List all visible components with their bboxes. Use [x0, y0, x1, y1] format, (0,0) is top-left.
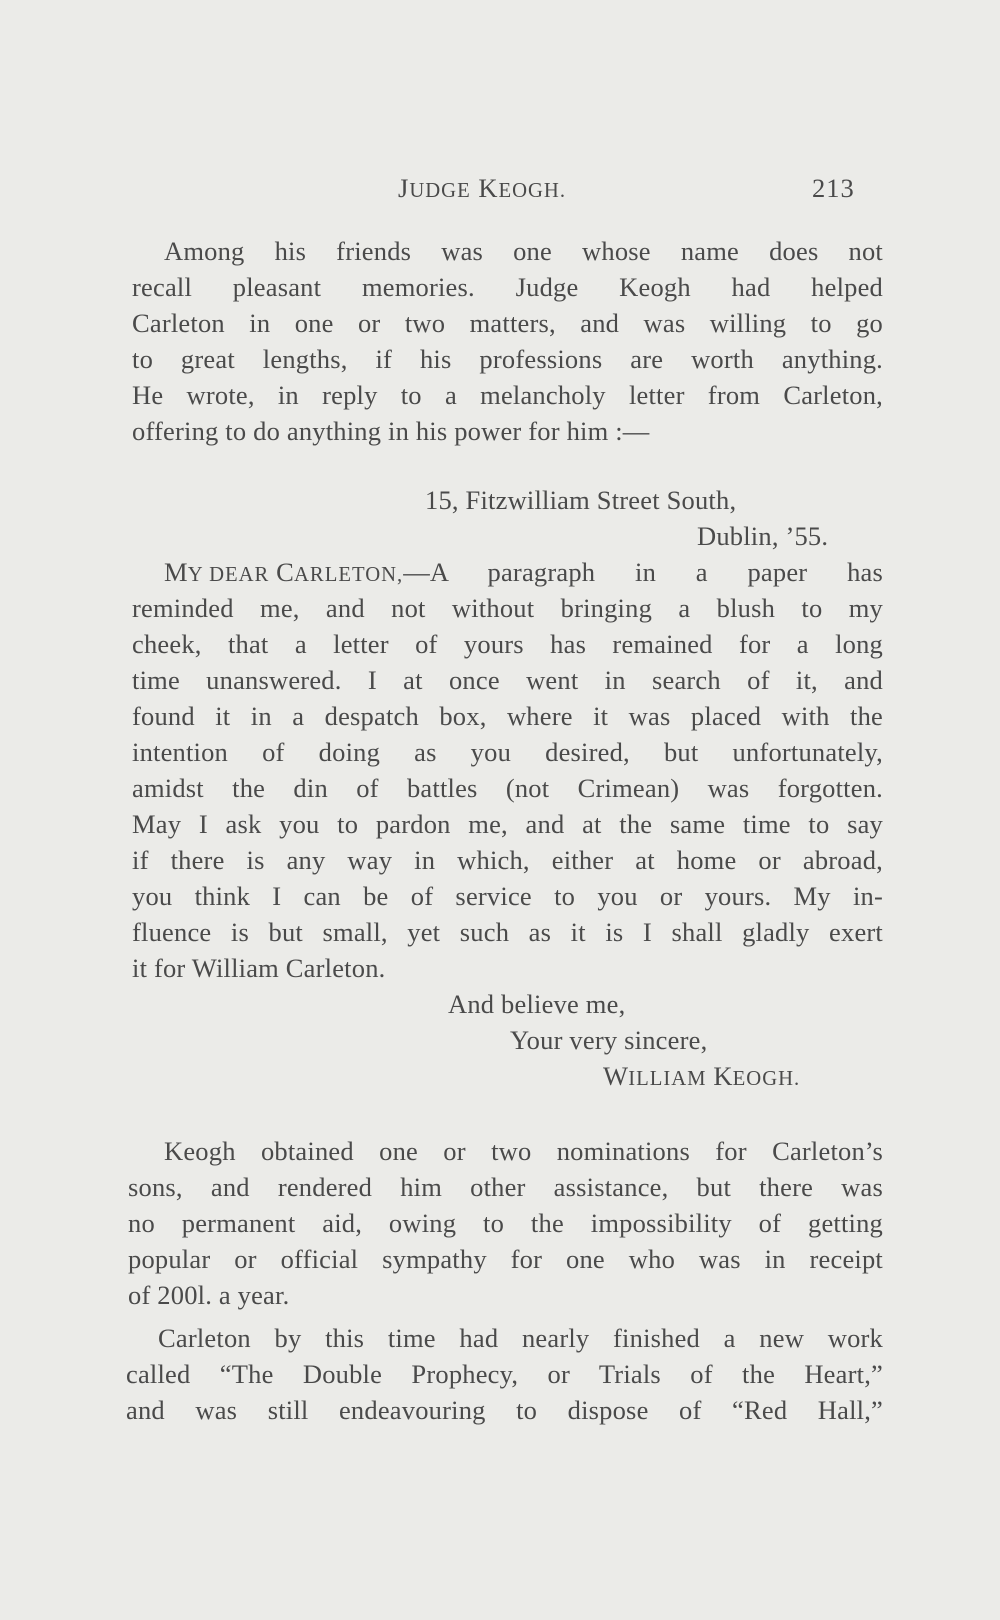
- letter-line-10: fluence is but small, yet such as it is I shall gladly exert: [132, 917, 883, 947]
- letter-signature: WILLIAM KEOGH.: [603, 1061, 801, 1091]
- para3-line-2: called “The Double Prophecy, or Trials of the Heart,”: [126, 1359, 883, 1389]
- letter-salutation: [164, 556, 883, 591]
- letter-line-4: found it in a despatch box, where it was placed with the: [132, 701, 883, 731]
- letter-line-2: cheek, that a letter of yours has remained for a long: [132, 629, 883, 659]
- para1-line-3: Carleton in one or two matters, and was willing to go: [132, 308, 883, 338]
- para1-line-5: He wrote, in reply to a melancholy letter from Carleton,: [132, 380, 883, 410]
- letter-line-5: intention of doing as you desired, but unfortunately,: [132, 737, 883, 767]
- para1-line-6: offering to do anything in his power for him :—: [132, 416, 650, 446]
- para3-line-1: Carleton by this time had nearly finished a new work: [158, 1323, 883, 1353]
- salutation-rest: —A paragraph in a paper has: [403, 557, 883, 587]
- para1-line-1: Among his friends was one whose name does not: [164, 236, 883, 266]
- para2-line-4: popular or official sympathy for one who was in receipt: [128, 1244, 883, 1274]
- letter-line-11: it for William Carleton.: [132, 953, 386, 983]
- letter-line-9: you think I can be of service to you or yours. My in-: [132, 881, 883, 911]
- letter-closing-1: And believe me,: [448, 989, 626, 1019]
- letter-line-6: amidst the din of battles (not Crimean) was forgotten.: [132, 773, 883, 803]
- chapter-title: JUDGE KEOGH.: [398, 173, 567, 203]
- letter-line-3: time unanswered. I at once went in search of it, and: [132, 665, 883, 695]
- page-number: 213: [812, 173, 855, 203]
- letter-closing-2: Your very sincere,: [510, 1025, 708, 1055]
- letter-line-1: reminded me, and not without bringing a blush to my: [132, 593, 883, 623]
- para2-line-5: of 200l. a year.: [128, 1280, 290, 1310]
- letter-address-city: Dublin, ’55.: [697, 521, 829, 551]
- para2-line-1: Keogh obtained one or two nominations for Carleton’s: [164, 1136, 883, 1166]
- letter-line-8: if there is any way in which, either at home or abroad,: [132, 845, 883, 875]
- para2-line-2: sons, and rendered him other assistance, but there was: [128, 1172, 883, 1202]
- salutation-name: MY DEAR CARLETON,: [164, 557, 404, 587]
- letter-address-street: 15, Fitzwilliam Street South,: [425, 485, 737, 515]
- para1-line-4: to great lengths, if his professions are worth anything.: [132, 344, 883, 374]
- para1-line-2: recall pleasant memories. Judge Keogh had helped: [132, 272, 883, 302]
- running-head: [398, 172, 566, 207]
- letter-line-7: May I ask you to pardon me, and at the same time to say: [132, 809, 883, 839]
- para2-line-3: no permanent aid, owing to the impossibility of getting: [128, 1208, 883, 1238]
- para3-line-3: and was still endeavouring to dispose of “Red Hall,”: [126, 1395, 883, 1425]
